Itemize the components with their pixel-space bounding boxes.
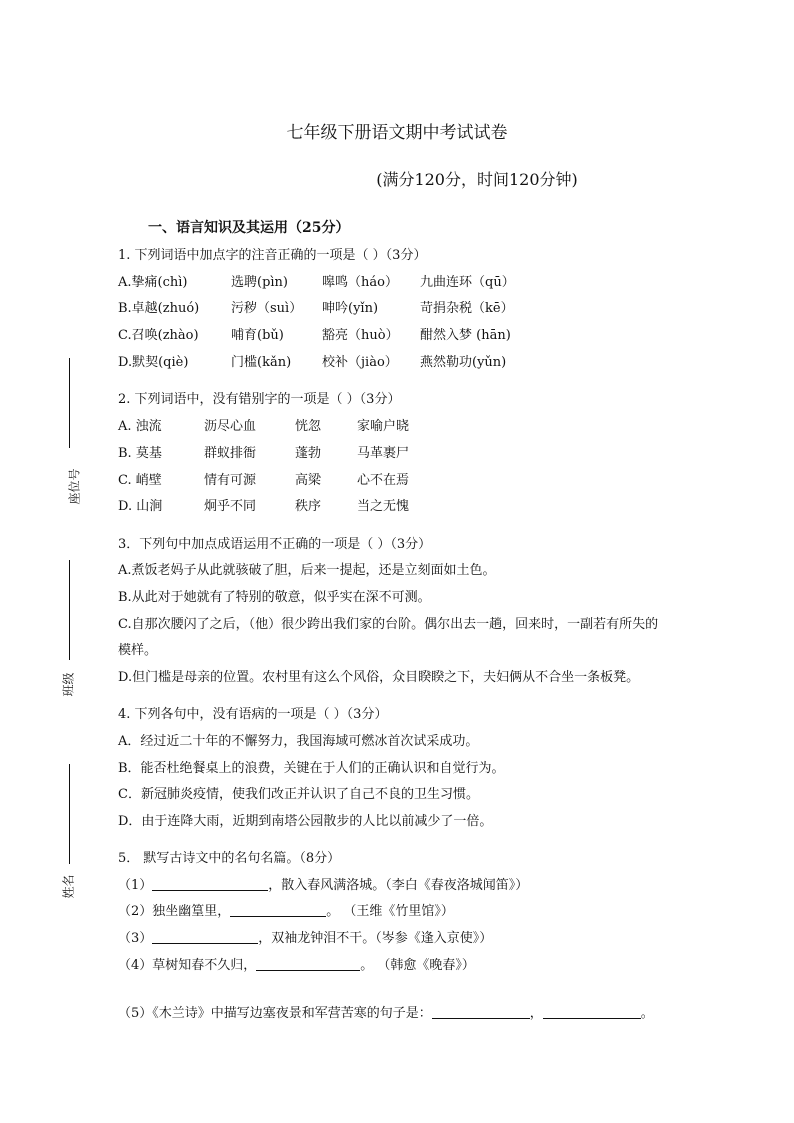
q5-line-3-prefix: （3） — [118, 931, 153, 946]
class-rule — [69, 560, 70, 660]
q5-line-5-sep: ， — [529, 1006, 543, 1021]
q1-option: B.卓越(zhuó) — [118, 301, 200, 316]
q1-option: 门槛(kǎn) — [231, 355, 292, 370]
q2-option: 群蚁排衙 — [204, 446, 257, 461]
q1-option: D.默契(qiè) — [118, 355, 189, 370]
q1-option: 哺育(bǔ) — [231, 328, 284, 343]
q5-line-5-end: 。 — [640, 1006, 654, 1021]
q2-option: 恍忽 — [295, 419, 322, 434]
exam-title: 七年级下册语文期中考试试卷 — [286, 123, 508, 143]
q1-option: 九曲连环（qū） — [420, 275, 515, 290]
answer-blank[interactable] — [230, 902, 326, 917]
q1-option: 苛捐杂税（kē） — [420, 301, 514, 316]
q4-stem: 4. 下列各句中，没有语病的一项是（ ）（3分） — [118, 707, 388, 722]
q2-option: 高梁 — [295, 473, 322, 488]
q1-option: 豁亮（huò） — [322, 328, 399, 343]
q5-line-4 — [118, 956, 475, 976]
q3-stem: 3．下列句中加点成语运用不正确的一项是（ ）（3分） — [118, 537, 432, 552]
q2-option: 家喻户晓 — [357, 419, 410, 434]
q3-option-c-cont: 模样。 — [118, 643, 158, 658]
q3-option-d: D.但门槛是母亲的位置。农村里有这么个风俗，众目睽睽之下，夫妇俩从不合坐一条板凳。 — [118, 670, 640, 685]
q2-option: D. 山涧 — [118, 499, 163, 514]
q2-option: 马革裹尸 — [357, 446, 410, 461]
q1-option: 燕然勒功(yǔn) — [420, 355, 507, 370]
answer-blank[interactable] — [152, 929, 258, 944]
q5-line-2-source: 。 （王维《竹里馆》） — [326, 904, 454, 919]
q1-option: C.召唤(zhào) — [118, 328, 199, 343]
answer-blank[interactable] — [432, 1004, 530, 1019]
q2-option: 心不在焉 — [357, 473, 410, 488]
q2-option: 情有可源 — [204, 473, 257, 488]
section-heading: 一、语言知识及其运用（25分） — [148, 220, 350, 236]
q5-line-3-text: ，双袖龙钟泪不干。（岑参《逢入京使》） — [258, 931, 493, 946]
q1-option: 嗥鸣（háo） — [322, 275, 398, 290]
q3-option-b: B.从此对于她就有了特别的敬意，似乎实在深不可测。 — [118, 590, 431, 605]
q1-option: 污秽（suì） — [231, 301, 303, 316]
answer-blank[interactable] — [256, 956, 360, 971]
q1-option: 酣然入梦 (hān) — [420, 328, 511, 343]
seat-rule — [69, 358, 70, 448]
exam-subtitle: (满分120分，时间120分钟) — [376, 170, 578, 189]
q4-option-c: C．新冠肺炎疫情，使我们改正并认识了自己不良的卫生习惯。 — [118, 787, 479, 802]
answer-blank[interactable] — [152, 876, 268, 891]
q5-line-4-text: （4）草树知春不久归， — [118, 958, 257, 973]
q1-option: 呻吟(yǐn) — [322, 301, 379, 316]
q2-option: 炯乎不同 — [204, 499, 257, 514]
q4-option-a: A．经过近二十年的不懈努力，我国海域可燃冰首次试采成功。 — [118, 734, 479, 749]
q2-stem: 2. 下列词语中，没有错别字的一项是（ ）（3分） — [118, 392, 401, 407]
q5-line-5-text: （5）《木兰诗》中描写边塞夜景和军营苦寒的句子是： — [118, 1006, 432, 1021]
seat-label: 座位号 — [67, 468, 82, 505]
class-label: 班级 — [61, 672, 76, 697]
q5-line-3 — [118, 929, 492, 949]
q5-line-1-prefix: （1） — [118, 878, 153, 893]
q5-line-1 — [118, 876, 528, 896]
q2-option: 沥尽心血 — [204, 419, 257, 434]
q4-option-b: B．能否杜绝餐桌上的浪费，关键在于人们的正确认识和自觉行为。 — [118, 761, 505, 776]
q2-option: 当之无愧 — [357, 499, 410, 514]
q2-option: A. 浊流 — [118, 419, 162, 434]
q5-line-4-source: 。 （韩愈《晚春》） — [360, 958, 475, 973]
q1-option: 选聘(pìn) — [231, 275, 288, 290]
q2-option: 秩序 — [295, 499, 322, 514]
q1-option: 校补（jiào） — [322, 355, 398, 370]
q5-line-1-text: ，散入春风满洛城。（李白《春夜洛城闻笛》） — [268, 878, 529, 893]
name-rule — [69, 764, 70, 864]
q5-line-2-text: （2）独坐幽篁里， — [118, 904, 231, 919]
q4-option-d: D．由于连降大雨，近期到南塔公园散步的人比以前减少了一倍。 — [118, 814, 493, 829]
q1-option: A.挚痛(chì) — [118, 275, 188, 290]
q2-option: B. 莫基 — [118, 446, 162, 461]
q1-stem: 1. 下列词语中加点字的注音正确的一项是（ ）（3分） — [118, 248, 427, 263]
q5-line-2 — [118, 902, 454, 922]
q3-option-a: A.煮饭老妈子从此就骇破了胆，后来一提起，还是立刻面如土色。 — [118, 563, 496, 578]
name-label: 姓名 — [61, 874, 76, 899]
q3-option-c: C.自那次腰闪了之后，（他）很少跨出我们家的台阶。偶尔出去一趟，回来时，一副若有所失的 — [118, 617, 659, 632]
q5-stem: 5． 默写古诗文中的名句名篇。（8分） — [118, 851, 341, 866]
q2-option: 蓬勃 — [295, 446, 322, 461]
q5-line-5 — [118, 1004, 654, 1024]
answer-blank[interactable] — [543, 1004, 641, 1019]
q2-option: C. 峭壁 — [118, 473, 162, 488]
